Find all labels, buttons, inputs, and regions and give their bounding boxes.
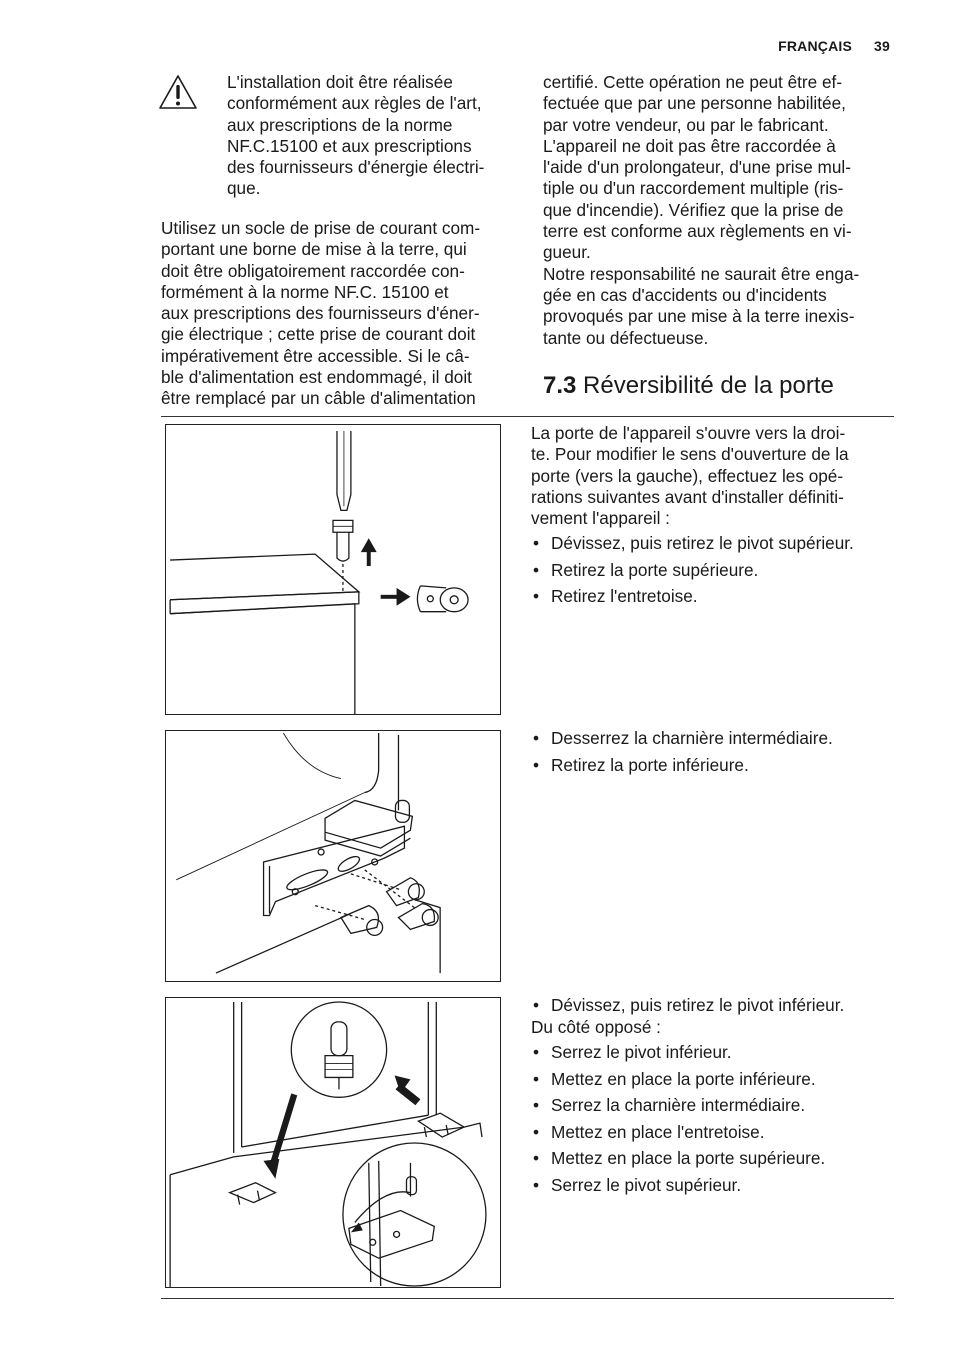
- warning-text: [227, 72, 527, 200]
- warning-line: conformément aux règles de l'art,: [227, 93, 482, 114]
- list-item: • Retirez l'entretoise.: [531, 586, 891, 607]
- paragraph-line: terre est conforme aux règlements en vi-: [543, 221, 852, 242]
- warning-line: NF.C.15100 et aux prescriptions: [227, 135, 472, 156]
- list-item: • Mettez en place la porte inférieure.: [531, 1069, 891, 1090]
- paragraph-line: impérativement être accessible. Si le câ-: [161, 345, 470, 366]
- paragraph-line: portant une borne de mise à la terre, qui: [161, 239, 467, 260]
- cable-paragraph: [543, 72, 903, 349]
- step1-intro: [531, 423, 891, 529]
- step3-list-b: [531, 1042, 891, 1202]
- warning-line: que.: [227, 178, 261, 199]
- step2-list: [531, 728, 891, 781]
- paragraph-line: l'aide d'un prolongateur, d'une prise mul-: [543, 157, 851, 178]
- warning-line: L'installation doit être réalisée: [227, 72, 453, 92]
- paragraph-line: gueur.: [543, 242, 591, 263]
- figure-middle-hinge: [165, 730, 501, 982]
- warning-triangle-icon: [158, 74, 198, 110]
- paragraph-line: que d'incendie). Vérifiez que la prise de: [543, 199, 844, 220]
- paragraph-line: aux prescriptions des fournisseurs d'éner-: [161, 303, 480, 324]
- figure-bottom-pivot: [165, 997, 501, 1288]
- paragraph-line: ble d'alimentation est endommagé, il doit: [161, 367, 472, 388]
- paragraph-line: fectuée que par une personne habilitée,: [543, 93, 846, 114]
- section-divider: [161, 416, 894, 417]
- section-title: [543, 372, 834, 400]
- paragraph-line: gée en cas d'accidents ou d'incidents: [543, 284, 827, 305]
- list-item: • Retirez la porte inférieure.: [531, 755, 891, 776]
- page-header: [778, 38, 890, 54]
- top-pivot-illustration: [166, 425, 500, 714]
- section-number: 7.3: [543, 372, 577, 399]
- intro-line: rations suivantes avant d'installer définiti-: [531, 486, 844, 507]
- paragraph-line: tiple ou d'un raccordement multiple (ris-: [543, 178, 844, 199]
- paragraph-line: formément à la norme NF.C. 15100 et: [161, 281, 449, 302]
- list-item: • Dévissez, puis retirez le pivot supérieur.: [531, 533, 891, 554]
- paragraph-line: doit être obligatoirement raccordée con-: [161, 260, 465, 281]
- page-number: 39: [874, 38, 890, 54]
- bottom-divider: [161, 1298, 894, 1299]
- header-language: FRANÇAIS: [778, 38, 853, 54]
- paragraph-line: L'appareil ne doit pas être raccordée à: [543, 135, 836, 156]
- list-item: • Serrez la charnière intermédiaire.: [531, 1095, 891, 1116]
- intro-line: te. Pour modifier le sens d'ouverture de la: [531, 444, 849, 465]
- warning-line: des fournisseurs d'énergie électri-: [227, 157, 485, 178]
- paragraph-line: Utilisez un socle de prise de courant com-: [161, 218, 481, 238]
- grounding-paragraph: [161, 218, 521, 410]
- paragraph-line: gie électrique ; cette prise de courant doit: [161, 324, 476, 345]
- list-item: • Desserrez la charnière intermédiaire.: [531, 728, 891, 749]
- paragraph-line: tante ou défectueuse.: [543, 327, 709, 348]
- list-item: • Serrez le pivot supérieur.: [531, 1175, 891, 1196]
- middle-hinge-illustration: [166, 731, 500, 981]
- paragraph-line: Notre responsabilité ne saurait être enga-: [543, 263, 860, 284]
- figure-top-pivot: [165, 424, 501, 715]
- paragraph-line: être remplacé par un câble d'alimentation: [161, 388, 476, 409]
- step1-list: [531, 533, 891, 613]
- intro-line: porte (vers la gauche), effectuez les opé-: [531, 465, 844, 486]
- list-item: • Mettez en place l'entretoise.: [531, 1122, 891, 1143]
- list-item: • Mettez en place la porte supérieure.: [531, 1148, 891, 1169]
- paragraph-line: par votre vendeur, ou par le fabricant.: [543, 114, 829, 135]
- intro-line: vement l'appareil :: [531, 508, 670, 529]
- bottom-pivot-illustration: [166, 998, 500, 1287]
- section-title-text: Réversibilité de la porte: [576, 372, 834, 399]
- paragraph-line: provoqués par une mise à la terre inexis-: [543, 306, 855, 327]
- intro-line: La porte de l'appareil s'ouvre vers la droi-: [531, 423, 846, 443]
- list-item: • Retirez la porte supérieure.: [531, 560, 891, 581]
- step3-note: Du côté opposé :: [531, 1017, 661, 1037]
- list-item: • Serrez le pivot inférieur.: [531, 1042, 891, 1063]
- paragraph-line: certifié. Cette opération ne peut être ef-: [543, 72, 843, 92]
- list-item: • Dévissez, puis retirez le pivot inférieur.: [531, 995, 891, 1016]
- warning-line: aux prescriptions de la norme: [227, 114, 453, 135]
